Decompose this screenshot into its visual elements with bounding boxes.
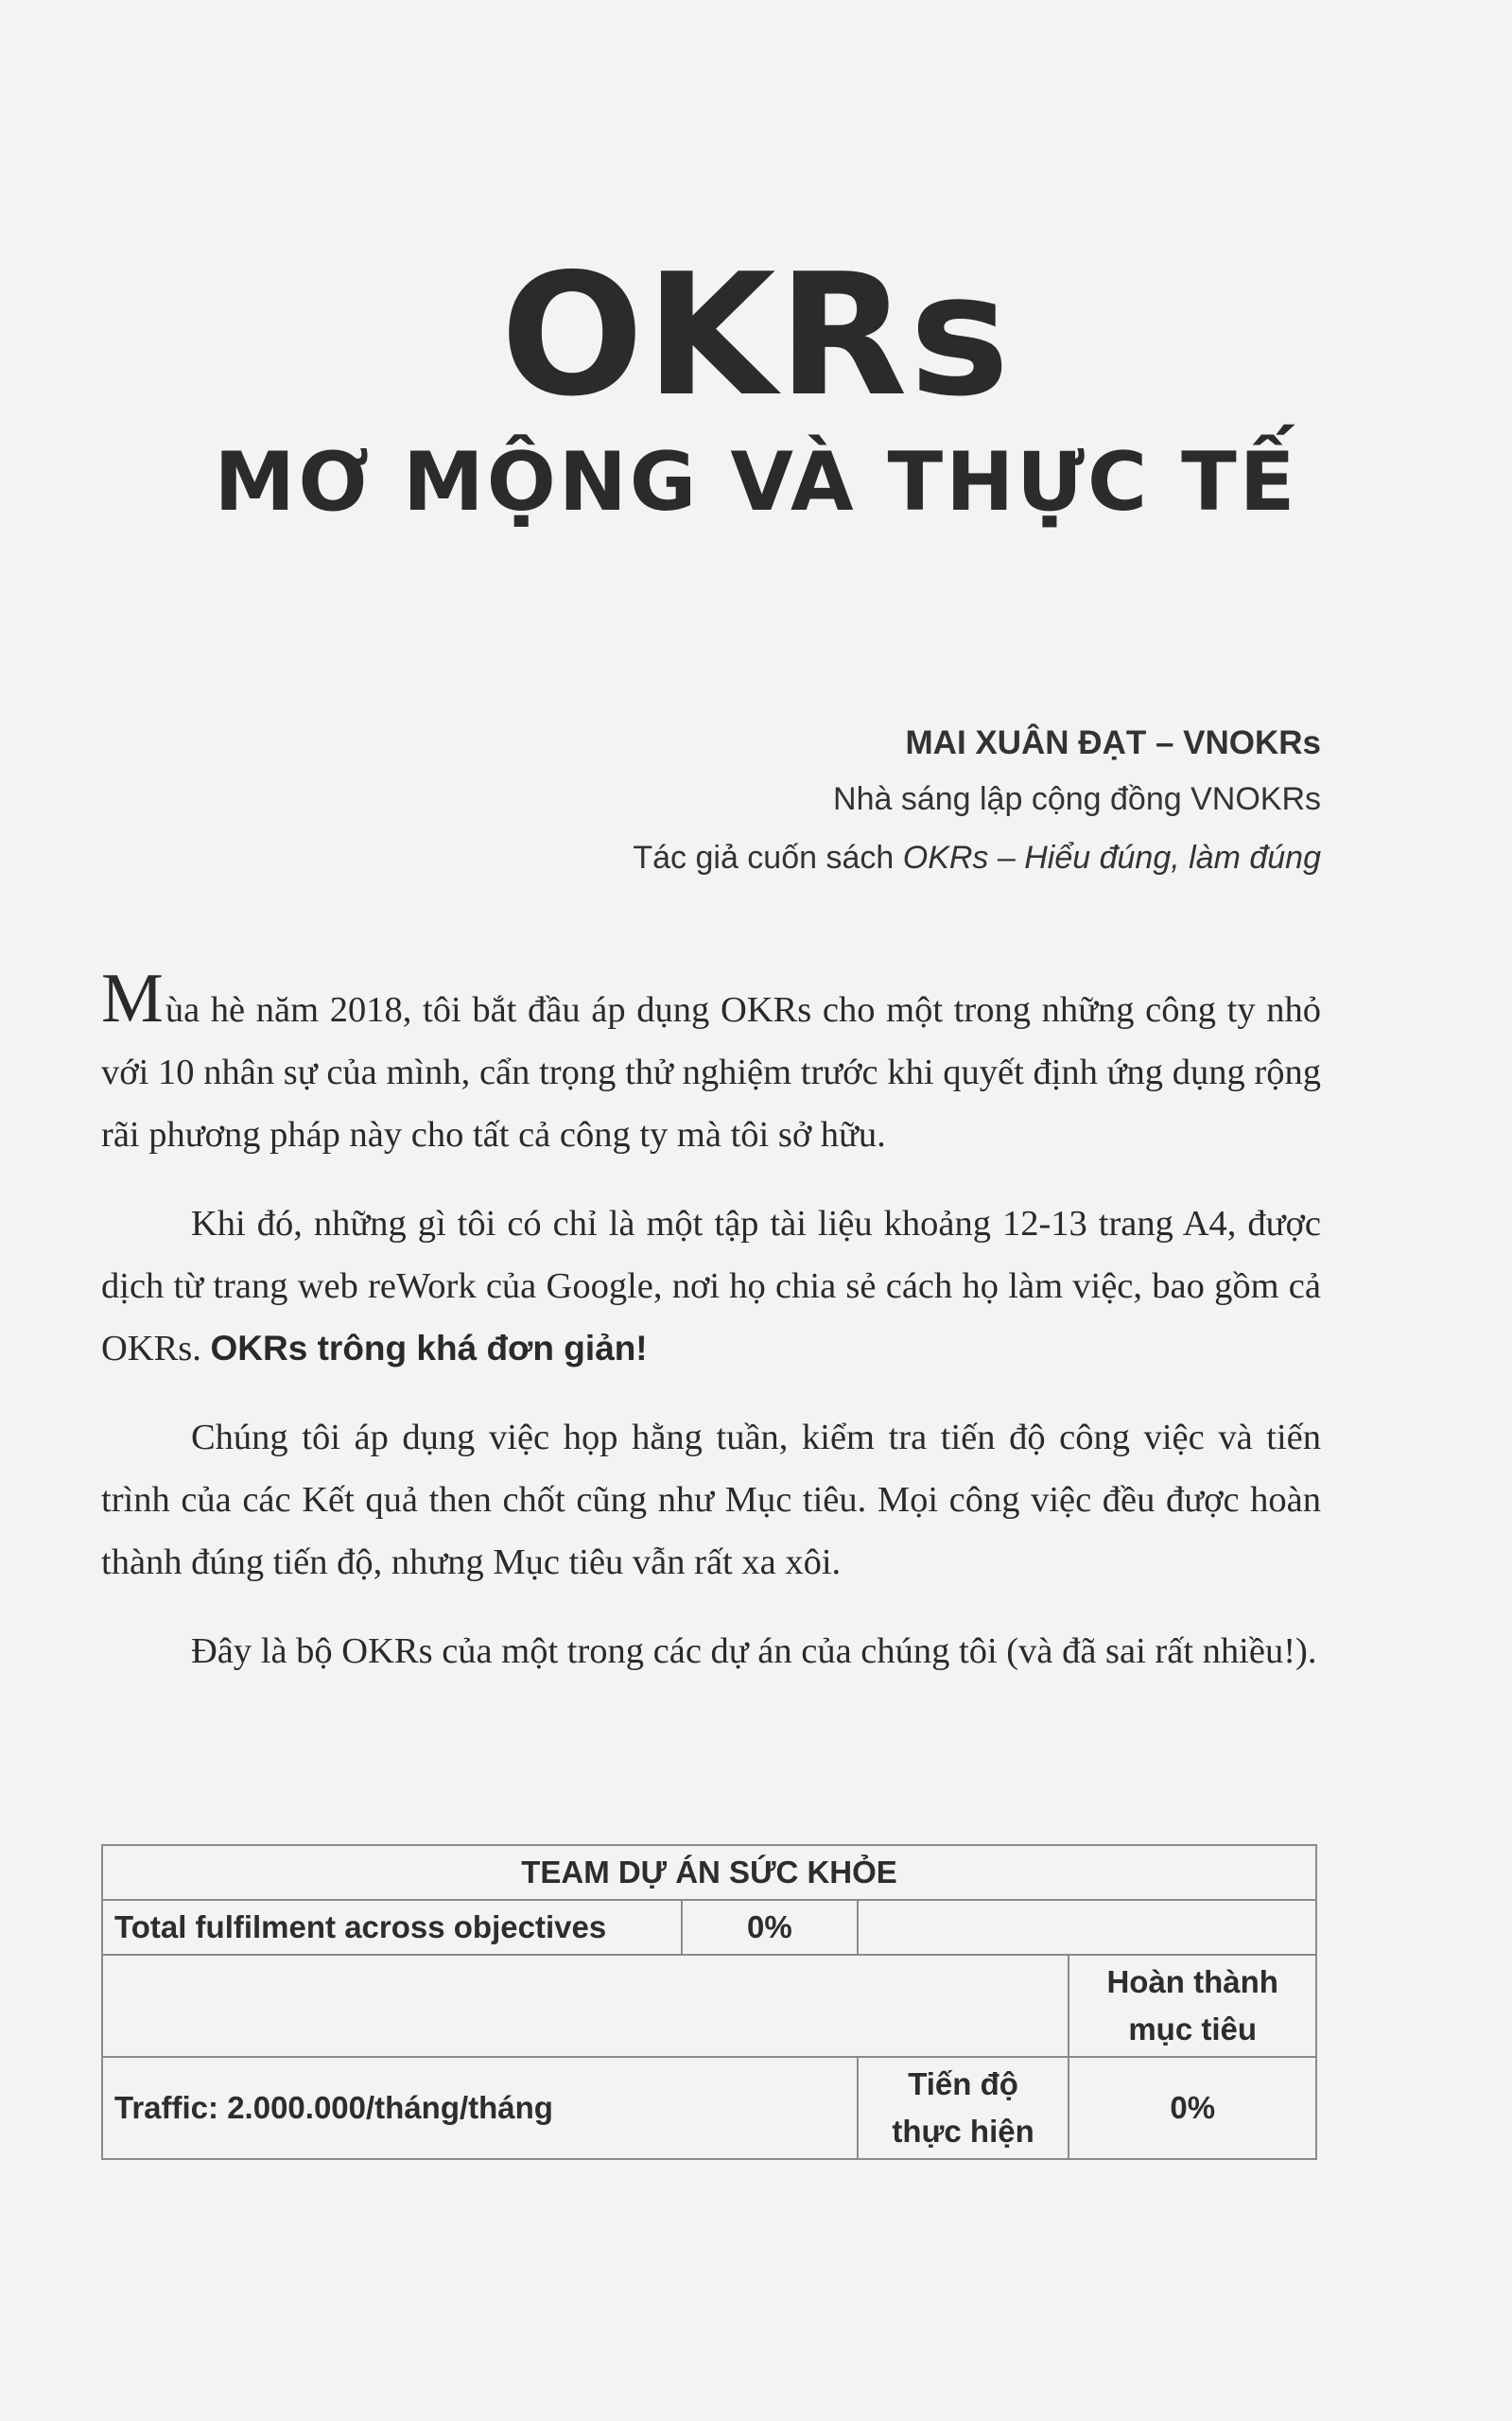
paragraph-2 bbox=[101, 1193, 1321, 1380]
page-title: OKRs bbox=[500, 237, 1012, 433]
author-book bbox=[473, 828, 1321, 887]
table-row bbox=[102, 2057, 1316, 2159]
total-fulfilment-label: Total fulfilment across objectives bbox=[102, 1900, 682, 1955]
author-book-title: OKRs – Hiểu đúng, làm đúng bbox=[902, 840, 1321, 876]
drop-cap: M bbox=[101, 960, 164, 1037]
paragraph-1-text: ùa hè năm 2018, tôi bắt đầu áp dụng OKRs cho một trong những công ty nhỏ với 10 nhân sự của mình, cẩn trọng thử nghiệm trước khi quyết định ứng dụng rộng rãi phương pháp này cho tất cả công ty mà tôi sở hữu. bbox=[101, 990, 1321, 1155]
empty-cell bbox=[102, 1955, 1069, 2057]
total-fulfilment-value: 0% bbox=[682, 1900, 858, 1955]
table-row bbox=[102, 1900, 1316, 1955]
paragraph-2-text: Khi đó, những gì tôi có chỉ là một tập tài liệu khoảng 12-13 trang A4, được dịch từ trang web reWork của Google, nơi họ chia sẻ cách họ làm việc, bao gồm cả OKRs. bbox=[101, 1204, 1321, 1368]
page-subtitle: MƠ MỘNG VÀ THỰC TẾ bbox=[214, 435, 1298, 530]
author-book-prefix: Tác giả cuốn sách bbox=[633, 840, 903, 876]
table-row bbox=[102, 1955, 1316, 2057]
table-header-row bbox=[102, 1845, 1316, 1900]
traffic-label: Traffic: 2.000.000/tháng/tháng bbox=[102, 2057, 858, 2159]
progress-header: Tiến độ thực hiện bbox=[858, 2057, 1069, 2159]
traffic-value: 0% bbox=[1069, 2057, 1316, 2159]
empty-cell bbox=[858, 1900, 1316, 1955]
body-text bbox=[101, 960, 1321, 1709]
paragraph-4: Đây là bộ OKRs của một trong các dự án của chúng tôi (và đã sai rất nhiều!). bbox=[191, 1631, 1317, 1671]
objective-completion-header: Hoàn thành mục tiêu bbox=[1069, 1955, 1316, 2057]
okr-table bbox=[101, 1844, 1317, 2160]
author-block bbox=[473, 717, 1321, 887]
table-header: TEAM DỰ ÁN SỨC KHỎE bbox=[102, 1845, 1316, 1900]
author-name: MAI XUÂN ĐẠT – VNOKRs bbox=[905, 724, 1321, 761]
paragraph-2-bold: OKRs trông khá đơn giản! bbox=[210, 1329, 648, 1367]
paragraph-1 bbox=[101, 960, 1321, 1166]
author-role: Nhà sáng lập cộng đồng VNOKRs bbox=[833, 781, 1321, 817]
paragraph-3: Chúng tôi áp dụng việc họp hằng tuần, kiểm tra tiến độ công việc và tiến trình của các Kết quả then chốt cũng như Mục tiêu. Mọi công việc đều được hoàn thành đúng tiến độ, nhưng Mục tiêu vẫn rất xa xôi. bbox=[101, 1418, 1321, 1582]
